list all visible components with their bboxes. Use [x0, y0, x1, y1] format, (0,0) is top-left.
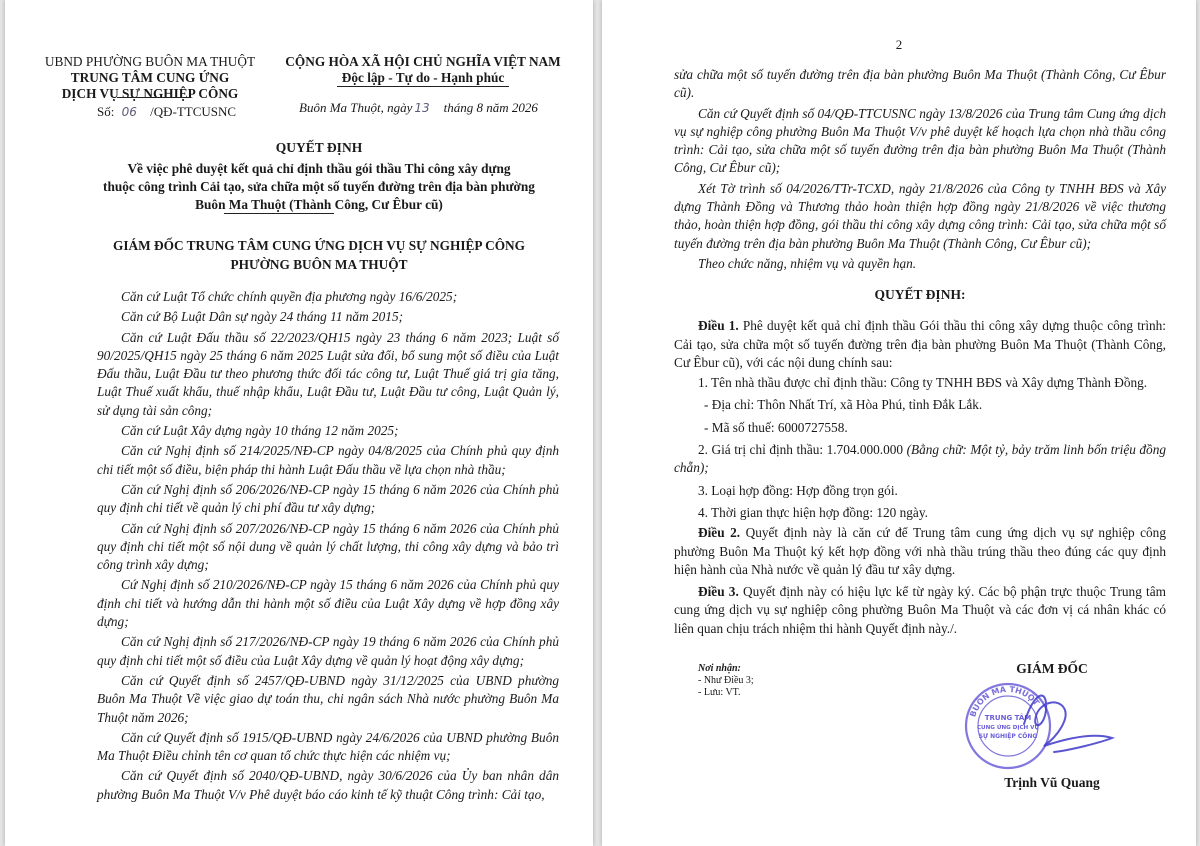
basis-item: Căn cứ Luật Xây dựng ngày 10 tháng 12 năm 2025;: [121, 423, 399, 439]
article-2-label: Điều 2.: [698, 525, 741, 541]
basis-item: Căn cứ Nghị định số 206/2026/NĐ-CP ngày 15 tháng 6 năm 2026 của Chính phủ quy định chi tiết về quản lý chi phí đầu tư xây dựng;: [97, 481, 559, 516]
basis-item: Căn cứ Luật Tổ chức chính quyền địa phương ngày 16/6/2025;: [121, 289, 458, 304]
item-2-in-words: (Bằng chữ: Một tỷ, bảy trăm linh bốn triệu đồng chẵn);: [674, 442, 1166, 476]
item-3: 3. Loại hợp đồng: Hợp đồng trọn gói.: [698, 482, 898, 498]
issuing-authority: [25, 236, 593, 274]
basis-item: Căn cứ Quyết định số 1915/QĐ-UBND ngày 24/6/2026 của UBND phường Buôn Ma Thuột Điều chỉnh tên cơ quan tổ chức thực hiện các nhiệm vụ;: [97, 729, 559, 764]
doc-number-label: Số:: [97, 104, 115, 119]
agency-name: UBND PHƯỜNG BUÔN MA THUỘT: [44, 54, 256, 69]
agency-header: [33, 54, 267, 102]
unit-name-line1: TRUNG TÂM CUNG ỨNG: [70, 70, 230, 85]
continued-bases: [674, 66, 1166, 638]
nation-header: [273, 54, 573, 86]
basis-item: Căn cứ Bộ Luật Dân sự ngày 24 tháng 11 năm 2015;: [121, 309, 404, 325]
signer-title: GIÁM ĐỐC: [1016, 661, 1088, 676]
document-page-1: [5, 0, 593, 846]
subject-line-2: thuộc công trình Cải tạo, sửa chữa một số tuyến đường trên địa bàn phường: [103, 179, 535, 194]
unit-name-line2: DỊCH VỤ SỰ NGHIỆP CÔNG: [61, 86, 239, 101]
item-2-value: 2. Giá trị chỉ định thầu: 1.704.000.000: [698, 442, 904, 458]
basis-item: Cứ Nghị định số 210/2026/NĐ-CP ngày 15 tháng 6 năm 2026 của Chính phủ quy định chi tiết và hướng dẫn thi hành một số điều của Luật Xây dựng về hợp đồng xây dựng;: [97, 577, 559, 630]
national-motto: Độc lập - Tự do - Hạnh phúc: [341, 70, 505, 85]
item-2: [674, 441, 1166, 478]
basis-item: Căn cứ Quyết định số 04/QĐ-TTCUSNC ngày 13/8/2026 của Trung tâm Cung ứng dịch vụ sự nghiệp công phường Buôn Ma Thuột V/v phê duyệt kế hoạch lựa chọn nhà thầu công trình: Cải tạo, sửa chữa một số tuyến đường trên địa bàn phường Buôn Ma Thuột (Thành Công, Cư Êbur cũ);: [674, 105, 1166, 176]
place-date: [299, 100, 538, 116]
article-3-text: Quyết định này có hiệu lực kể từ ngày ký. Các bộ phận trực thuộc Trung tâm cung ứng dịch vụ sự nghiệp công phường Buôn Ma Thuột và các đơn vị cá nhân khác có liên quan chịu trách nhiệm thi hành Quyết định này./.: [674, 584, 1166, 636]
basis-item: Căn cứ Nghị định số 217/2026/NĐ-CP ngày 19 tháng 6 năm 2026 của Chính phủ quy định chi tiết một số điều của Luật Xây dựng về quản lý hoạt động xây dựng;: [97, 634, 559, 668]
article-3-label: Điều 3.: [698, 584, 739, 600]
basis-item: Căn cứ Nghị định số 207/2026/NĐ-CP ngày 15 tháng 6 năm 2026 của Chính phủ quy định chi tiết một số nội dung về quản lý chất lượng, thi công xây dựng và bảo trì công trình xây dựng;: [97, 520, 559, 573]
basis-item: Căn cứ Quyết định số 2457/QĐ-UBND ngày 31/12/2025 của UBND phường Buôn Ma Thuột Về việc giao dự toán thu, chi ngân sách Nhà nước phường Buôn Ma Thuột năm 2026;: [97, 672, 559, 725]
article-3: [674, 583, 1166, 638]
doc-number-handwritten: 06: [121, 105, 137, 119]
agency-underline: [117, 97, 189, 98]
page-number: 2: [895, 37, 903, 52]
article-1: [674, 317, 1166, 372]
day-handwritten: 13: [414, 101, 430, 115]
basis-item: Xét Tờ trình số 04/2026/TTr-TCXD, ngày 21/8/2026 của Công ty TNHH BĐS và Xây dựng Thành Đồng và Thương thảo hoàn thiện hợp đồng ngày 21/8/2026 về việc thương thảo, hoàn thiện hợp đồng, gói thầu thi công xây dựng công trình: Cải tạo, sửa chữa một số tuyến đường trên địa bàn phường Buôn Ma Thuột (Thành Công, Cư Êbur cũ);: [674, 180, 1166, 251]
subject-line-1: Về việc phê duyệt kết quả chỉ định thầu gói thầu Thi công xây dựng: [127, 161, 511, 176]
basis-item: Căn cứ Luật Đấu thầu số 22/2023/QH15 ngày 23 tháng 6 năm 2023; Luật số 90/2025/QH15 ngày 25 tháng 6 năm 2025 Luật sửa đổi, bổ sung một số điều của Luật Đấu thầu, Luật Đầu tư theo phương thức đối tác công tư, Luật Thuế giá trị gia tăng, Luật Thuế xuất khẩu, thuế nhập khẩu, Luật Đầu tư, Luật Đầu tư công, Luật Quản lý, sử dụng tài sản công;: [97, 329, 559, 418]
article-2-text: Quyết định này là căn cứ để Trung tâm cung ứng dịch vụ sự nghiệp công phường Buôn Ma Thuột ký kết hợp đồng với nhà thầu trúng thầu theo đúng các quy định hiện hành của Nhà nước về quản lý đầu tư xây dựng.: [674, 525, 1166, 577]
authority-line-1: GIÁM ĐỐC TRUNG TÂM CUNG ỨNG DỊCH VỤ SỰ NGHIỆP CÔNG: [113, 238, 525, 253]
article-1-label: Điều 1.: [698, 318, 739, 334]
item-1-tax-code: - Mã số thuế: 6000727558.: [704, 419, 848, 435]
item-1-address: - Địa chỉ: Thôn Nhất Trí, xã Hòa Phú, tỉnh Đắk Lắk.: [704, 397, 983, 413]
stamp-line: CUNG ỨNG DỊCH VỤ: [976, 725, 1040, 731]
recipient-item: - Lưu: VT.: [698, 687, 741, 698]
subject-line-3: Buôn Ma Thuột (Thành Công, Cư Êbur cũ): [195, 197, 443, 212]
recipients: [698, 663, 754, 699]
decision-heading: QUYẾT ĐỊNH:: [874, 287, 966, 303]
document-page-2: [602, 0, 1196, 846]
authority-line-2: PHƯỜNG BUÔN MA THUỘT: [230, 257, 408, 272]
stamp-line: SỰ NGHIỆP CÔNG: [978, 733, 1038, 740]
subject-underline: [224, 213, 334, 214]
motto-underline: [337, 86, 509, 87]
place-date-suffix: tháng 8 năm 2026: [443, 100, 538, 115]
basis-item: Căn cứ Quyết định số 2040/QĐ-UBND, ngày 30/6/2026 của Ủy ban nhân dân phường Buôn Ma Thuột V/v Phê duyệt báo cáo kinh tế kỹ thuật Công trình: Cải tạo,: [97, 768, 559, 802]
item-4: 4. Thời gian thực hiện hợp đồng: 120 ngày.: [698, 504, 928, 520]
place-date-prefix: Buôn Ma Thuột, ngày: [299, 100, 413, 115]
basis-item: Theo chức năng, nhiệm vụ và quyền hạn.: [698, 255, 917, 271]
nation-name: CỘNG HÒA XÃ HỘI CHỦ NGHĨA VIỆT NAM: [285, 54, 561, 69]
article-1-text: Phê duyệt kết quả chỉ định thầu Gói thầu thi công xây dựng thuộc công trình: Cải tạo, sửa chữa một số tuyến đường trên địa bàn phường Buôn Ma Thuột (Thành Công, Cư Êbur cũ), với các nội dung chính sau:: [674, 318, 1166, 370]
document-title: QUYẾT ĐỊNH: [275, 140, 363, 155]
article-2: [674, 524, 1166, 579]
stamp-line: TRUNG TÂM: [984, 714, 1032, 722]
recipients-title: Nơi nhận:: [698, 663, 741, 674]
official-stamp: [962, 680, 1132, 775]
doc-number-suffix: /QĐ-TTCUSNC: [150, 104, 237, 119]
legal-bases: [97, 288, 559, 804]
stamp-ring-text: BUÔN MA THUỘT: [968, 684, 1041, 719]
basis-item: Căn cứ Nghị định số 214/2025/NĐ-CP ngày 04/8/2025 của Chính phủ quy định chi tiết một số điều, biện pháp thi hành Luật Đấu thầu về lựa chọn nhà thầu;: [97, 443, 559, 477]
recipient-item: - Như Điều 3;: [698, 675, 754, 686]
signer-name: Trịnh Vũ Quang: [1004, 775, 1100, 790]
document-number: [97, 104, 236, 120]
item-1: 1. Tên nhà thầu được chỉ định thầu: Công ty TNHH BĐS và Xây dựng Thành Đồng.: [698, 375, 1148, 391]
continued-text: sửa chữa một số tuyến đường trên địa bàn phường Buôn Ma Thuột (Thành Công, Cư Êbur cũ).: [674, 67, 1166, 101]
document-subject: [25, 160, 593, 214]
